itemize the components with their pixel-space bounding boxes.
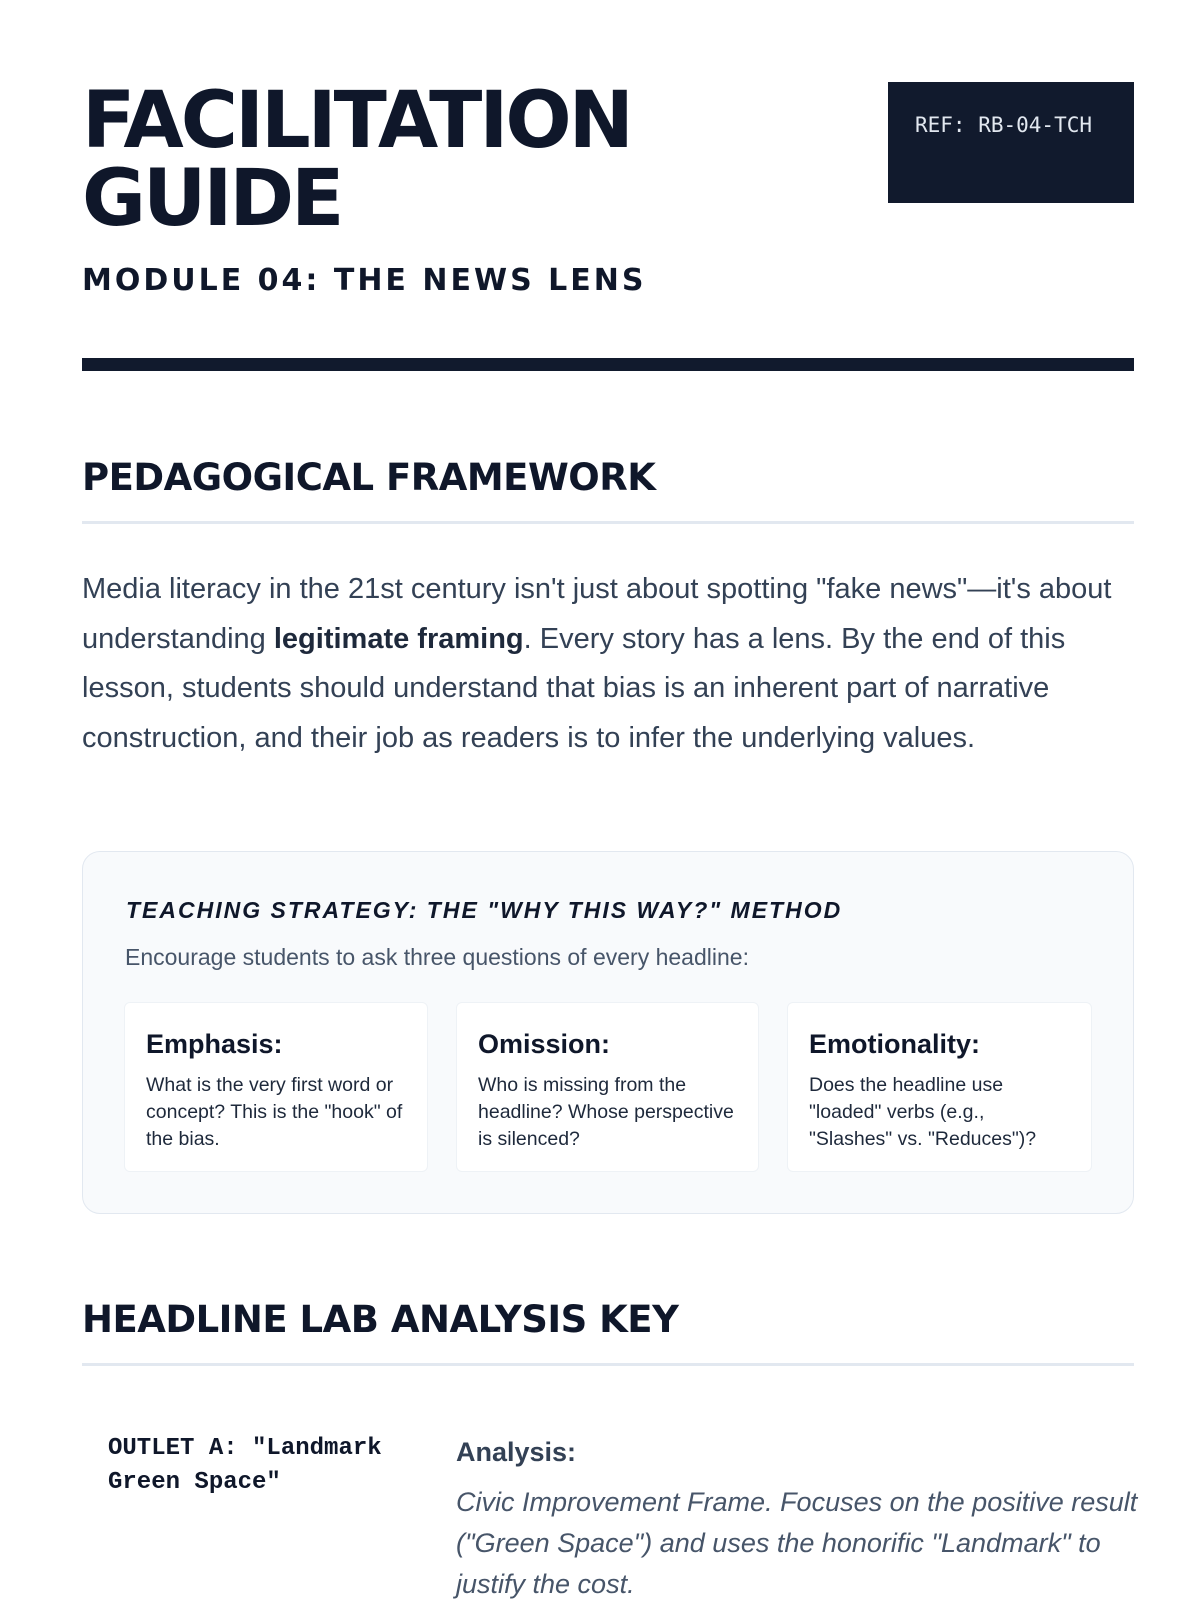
title-line-2: GUIDE <box>82 154 342 244</box>
document-header <box>82 76 1134 372</box>
teaching-strategy-card <box>82 851 1134 1214</box>
module-subtitle: MODULE 04: THE NEWS LENS <box>82 263 647 298</box>
document-title <box>82 76 842 244</box>
question-title: Omission: <box>478 1029 611 1059</box>
intro-emphasis: legitimate framing <box>273 622 524 655</box>
question-card-emphasis <box>124 1002 428 1172</box>
intro-text-start: Media literacy in the 21st century isn't just about spotting "fake news"—it's about understanding <box>82 573 1112 655</box>
strategy-description: Encourage students to ask three questions of every headline: <box>125 944 749 970</box>
analysis-label: Analysis: <box>456 1437 577 1467</box>
question-card-emotionality <box>787 1002 1092 1172</box>
question-text: Who is missing from the headline? Whose perspective is silenced? <box>478 1074 734 1150</box>
question-card-omission <box>456 1002 759 1172</box>
outlet-label: OUTLET A: "Landmark Green Space" <box>108 1435 382 1496</box>
question-title: Emotionality: <box>809 1029 981 1059</box>
intro-text-end: . Every story has a lens. By the end of this lesson, students should understand that bias is an inherent part of narrative construction, and their job as readers is to infer the underlying values. <box>82 622 1066 754</box>
question-title: Emphasis: <box>146 1029 283 1059</box>
question-text: What is the very first word or concept? This is the "hook" of the bias. <box>146 1074 403 1150</box>
reference-code-badge: REF: RB-04-TCH <box>888 82 1134 203</box>
framework-intro-paragraph <box>82 565 1134 763</box>
question-text: Does the headline use "loaded" verbs (e.g., "Slashes" vs. "Reduces")? <box>809 1074 1037 1150</box>
title-line-1: FACILITATION <box>82 76 631 166</box>
header-divider <box>82 358 1134 371</box>
strategy-title: TEACHING STRATEGY: THE "WHY THIS WAY?" METHOD <box>126 897 843 923</box>
section-heading-headline-lab: HEADLINE LAB ANALYSIS KEY <box>82 1298 1134 1366</box>
analysis-text: Civic Improvement Frame. Focuses on the positive result ("Green Space") and uses the honorific "Landmark" to justify the cost. <box>456 1487 1138 1599</box>
section-heading-framework: PEDAGOGICAL FRAMEWORK <box>82 456 1134 524</box>
